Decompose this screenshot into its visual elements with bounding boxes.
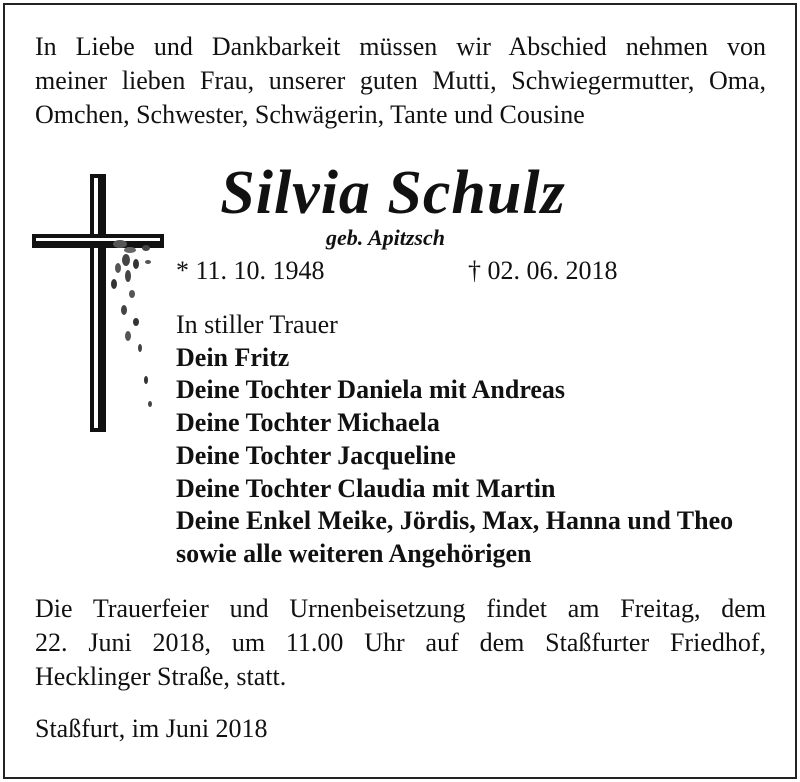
intro-line-1: In Liebe und Dankbarkeit müssen wir Abschied nehmen von — [35, 32, 766, 61]
service-line-2: 22. Juni 2018, um 11.00 Uhr auf dem Staßfurter Friedhof, — [35, 628, 766, 657]
mourner-line: Dein Fritz — [176, 342, 290, 372]
mourner-line: Deine Tochter Daniela mit Andreas — [176, 375, 566, 405]
service-line-1: Die Trauerfeier und Urnenbeisetzung findet am Freitag, dem — [35, 594, 766, 623]
intro-line-2: meiner lieben Frau, unserer guten Mutti, Schwiegermutter, Oma, — [35, 66, 766, 95]
mourners-list — [176, 309, 776, 571]
mourners-heading: In stiller Trauer — [176, 310, 338, 339]
mourner-line: sowie alle weiteren Angehörigen — [176, 538, 532, 568]
death-date: † 02. 06. 2018 — [468, 256, 618, 285]
birth-date: * 11. 10. 1948 — [176, 256, 325, 285]
place-date: Staßfurt, im Juni 2018 — [35, 714, 268, 743]
mourner-line: Deine Tochter Jacqueline — [176, 440, 456, 470]
intro-line-3: Omchen, Schwester, Schwägerin, Tante und Cousine — [35, 100, 585, 129]
maiden-name: geb. Apitzsch — [326, 225, 445, 250]
deceased-name — [0, 158, 800, 228]
deceased-name-text: Silvia Schulz — [220, 159, 566, 227]
intro-text — [35, 30, 766, 132]
service-line-3: Hecklinger Straße, statt. — [35, 662, 287, 691]
service-info — [35, 592, 766, 694]
flower-spray-icon — [111, 240, 152, 407]
mourner-line: Deine Tochter Michaela — [176, 408, 440, 438]
mourner-line: Deine Enkel Meike, Jördis, Max, Hanna und Theo — [176, 506, 734, 536]
mourner-line: Deine Tochter Claudia mit Martin — [176, 473, 556, 503]
